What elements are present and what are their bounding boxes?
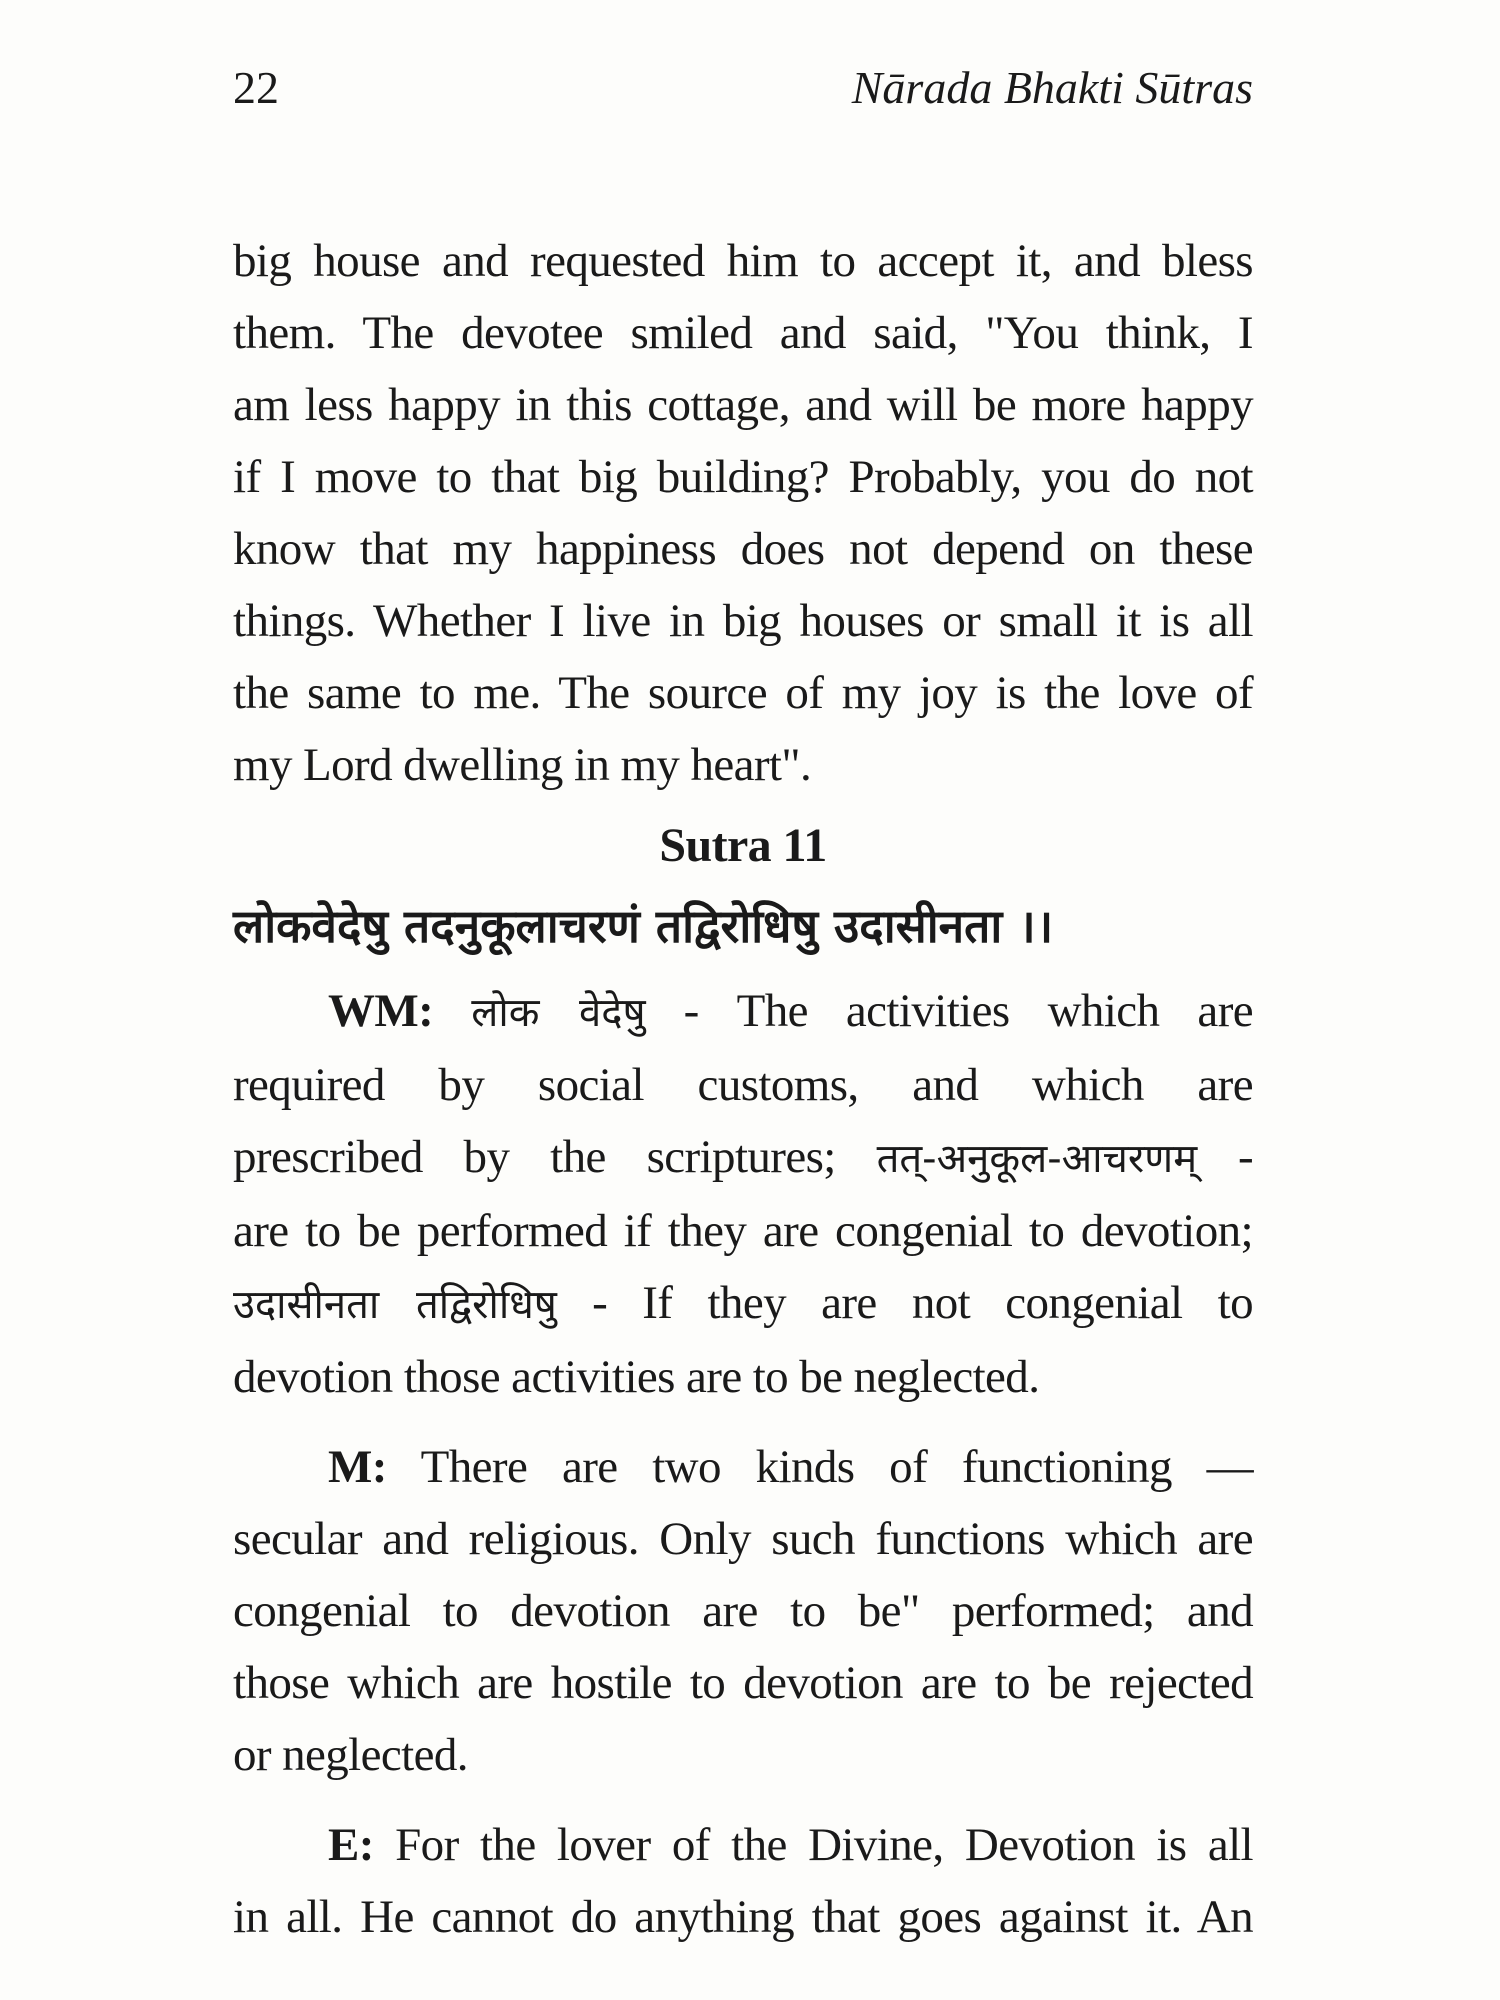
sanskrit-term: तत्-अनुकूल-आचरणम्: [876, 1136, 1198, 1182]
text-line: my Lord dwelling in my heart".: [233, 739, 812, 791]
text-line: or neglected.: [233, 1729, 468, 1781]
text-line: [233, 975, 1253, 1049]
text-line: [233, 1809, 1253, 1881]
text-line: in all. He cannot do anything that goes against it. An: [233, 1891, 1253, 1943]
paragraph-gap: [233, 1791, 1253, 1809]
explanation-paragraph: [233, 1809, 1253, 1953]
text-line: [233, 1267, 1253, 1341]
wm-label: WM:: [328, 985, 434, 1037]
m-label: M:: [328, 1441, 387, 1493]
meaning-paragraph: [233, 1431, 1253, 1791]
page-number: 22: [233, 62, 279, 113]
text-line: [233, 1121, 1253, 1195]
text-line: required by social customs, and which are: [233, 1059, 1253, 1111]
sutra-sanskrit-verse: लोकवेदेषु तदनुकूलाचरणं तद्विरोधिषु उदासीनता ।।: [233, 899, 1054, 953]
text-segment: -: [1197, 1131, 1254, 1183]
text-line: am less happy in this cottage, and will be more happy: [233, 379, 1253, 431]
story-paragraph: [233, 225, 1253, 801]
text-segment: - The activities which are: [645, 985, 1254, 1037]
book-title: Nārada Bhakti Sūtras: [851, 62, 1253, 113]
text-line: know that my happiness does not depend on these: [233, 523, 1253, 575]
text-line: the same to me. The source of my joy is the love of: [233, 667, 1253, 719]
text-line: those which are hostile to devotion are to be rejected: [233, 1657, 1253, 1709]
text-line: things. Whether I live in big houses or small it is all: [233, 595, 1253, 647]
text-line: devotion those activities are to be neglected.: [233, 1351, 1040, 1403]
text-line: [233, 1431, 1253, 1503]
text-segment: For the lover of the Divine, Devotion is all: [373, 1819, 1253, 1871]
running-head: [233, 58, 1253, 118]
paragraph-gap: [233, 1413, 1253, 1431]
text-line: if I move to that big building? Probably, you do not: [233, 451, 1253, 503]
text-line: congenial to devotion are to be" performed; and: [233, 1585, 1253, 1637]
sanskrit-term: लोक वेदेषु: [471, 990, 646, 1036]
e-label: E:: [328, 1819, 374, 1871]
text-line: are to be performed if they are congenial to devotion;: [233, 1205, 1253, 1257]
text-line: them. The devotee smiled and said, "You think, I: [233, 307, 1253, 359]
text-segment: There are two kinds of functioning —: [386, 1441, 1253, 1493]
word-meaning-paragraph: [233, 975, 1253, 1413]
sanskrit-term: उदासीनता तद्विरोधिषु: [233, 1282, 557, 1328]
text-line: secular and religious. Only such functions which are: [233, 1513, 1253, 1565]
text-segment: prescribed by the scriptures;: [233, 1131, 877, 1183]
text-line: big house and requested him to accept it, and bless: [233, 235, 1253, 287]
text-segment: - If they are not congenial to: [556, 1277, 1253, 1329]
sutra-heading: Sutra 11: [659, 819, 827, 872]
page-body: [233, 225, 1253, 1953]
